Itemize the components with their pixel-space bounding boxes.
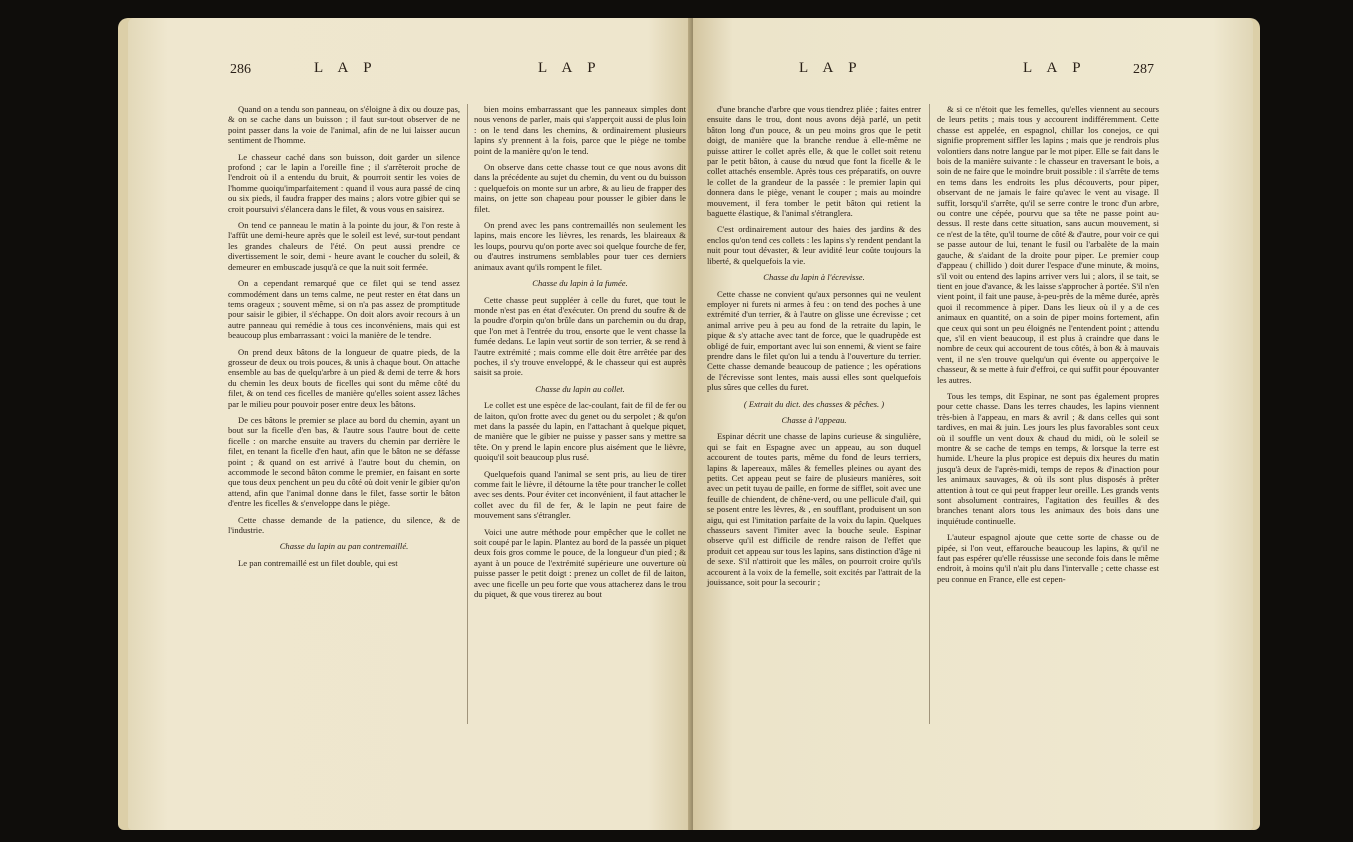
section-heading: Chasse du lapin à la fumée. xyxy=(532,278,628,289)
running-head-left-b: L A P xyxy=(538,60,602,76)
section-heading: Chasse à l'appeau. xyxy=(781,414,847,425)
section-heading: ( Extrait du dict. des chasses & pêches. ) xyxy=(743,398,885,409)
paragraph: On observe dans cette chasse tout ce que nous avons dit dans la précédente au sujet du chemin, du vent ou du buisson : quelquefois on monte sur un arbre, & au lieu de frapper des mains, on jette son chapeau pour pousser le gibier dans le filet. xyxy=(474,162,686,214)
running-head-right-a: L A P xyxy=(799,60,863,76)
page-number-right: 287 xyxy=(1133,62,1154,77)
paragraph: C'est ordinairement autour des haies des jardins & des enclos qu'on tend ces collets : les lapins s'y rendent pendant la nuit pour tout dévaster, & leur avidité leur coûte toujours la liberté, & quelquefois la vie. xyxy=(707,224,921,266)
paragraph: On prend avec les pans contremaillés non seulement les lapins, mais encore les lièvres, les renards, les blaireaux & les loups, pourvu qu'on porte avec soi quelque fourche de fer, ou d'autres instrumens semblables pour tuer ces derniers animaux avant qu'ils rompent le filet. xyxy=(474,220,686,272)
paragraph: Cette chasse demande de la patience, du silence, & de l'industrie. xyxy=(228,514,460,536)
paragraph: Voici une autre méthode pour empêcher que le collet ne soit coupé par le lapin. Plantez au bord de la passée un piquet deux fois gros comme le pouce, de la longueur d'un pied ; & ayant à un pouce de l'extrémité supérieure une ouverture où puisse passer le petit doigt : prenez un collet de fil de laiton, avec une ficelle un peu forte que vous attacherez dans le trou du piquet, & que vous tirerez au bout xyxy=(474,526,686,600)
paragraph: Le chasseur caché dans son buisson, doit garder un silence profond ; car le lapin a l'oreille fine ; il s'arrêteroit proche de l'endroit où il a entendu du bruit, & pourroit sentir les voies de l'homme quoiqu'imparfaitement : quand il vous aura passé de cinq ou six pieds, il faudra frapper des mains ; alors votre gibier qui se croit poursuivi s'élancera dans le filet, & vous vous en saisirez. xyxy=(228,151,460,214)
section-heading: Chasse du lapin au pan contremaillé. xyxy=(279,541,409,552)
left-column-2 xyxy=(474,104,686,605)
right-page xyxy=(693,18,1253,830)
paragraph: Espinar décrit une chasse de lapins curieuse & singulière, qui se fait en Espagne avec un appeau, au son duquel accourent de toutes parts, même du fond de leurs terriers, lapins & lapereaux, mâles & femelles pleines ou ayant des petits. Cet appeau peut se faire de plusieurs manières, soit avec un petit tuyau de paille, en forme de sifflet, soit avec une feuille de chiendent, de chêne-verd, ou une pellicule d'ail, qui se posent entre les lèvres, & , en soufflant, produisent un son aigu, qui est l'imitation parfaite de la voix du lapin. Quelques chasseurs savent l'imiter avec la bouche seule. Espinar observe qu'il est difficile de rendre raison de l'effet que produit cet appeau sur tous les lapins, sans distinction d'âge ni de sexe. S'il n'attiroit que les mâles, on pourroit croire qu'ils accourent à la voix de la femelle, soit excités par l'attrait de la jouissance, soit pour la secourir ; xyxy=(707,431,921,588)
right-column-2 xyxy=(937,104,1159,590)
paragraph: Le collet est une espèce de lac-coulant, fait de fil de fer ou de laiton, qu'on frotte avec du genet ou du serpolet ; & qu'on met dans la passée du lapin, en l'attachant à quelque piquet, de manière que le gibier ne puisse y passer sans y mettre sa tête. On y prend le lapin encore plus aisément que le lièvre, quoiqu'il soit beaucoup plus rusé. xyxy=(474,400,686,463)
paragraph: d'une branche d'arbre que vous tiendrez pliée ; faites entrer ensuite dans le trou, dont nous avons déjà parlé, un petit bâton long d'un pouce, & un peu moins gros que le petit doigt, de manière que la branche rendue à elle-même ne puisse attirer le collet après elle, & que le collet soit retenu par le petit bâton, à cause du nœud que font la ficelle & le collet attachés ensemble. Après tous ces préparatifs, on ouvre le collet de la grandeur de la passée : le premier lapin qui donnera dans le piège, venant le couper ; mais au moindre mouvement, il fera tomber le petit bâton qui retient la baguette élastique, & l'animal s'étranglera. xyxy=(707,104,921,219)
paragraph: bien moins embarrassant que les panneaux simples dont nous venons de parler, mais qui s'apperçoit aussi de plus loin : on le tend dans les chemins, & ordinairement plusieurs lapins s'y prennent à la fois, parce que le piège ne tombe point de la manière qu'on le tend. xyxy=(474,104,686,156)
section-heading: Chasse du lapin à l'écrevisse. xyxy=(763,272,865,283)
paragraph: Cette chasse ne convient qu'aux personnes qui ne veulent employer ni furets ni armes à feu : on tend des poches à une extrémité d'un terrier, & à l'autre on glisse une écrevisse ; cet animal arrive peu à peu au fond de la retraite du lapin, le pique & s'y attache avec tant de force, que le quadrupède est obligé de fuir, emportant avec lui son ennemi, & vient se faire prendre dans le filet qu'on lui a tendu à l'ouverture du terrier. Cette chasse demande beaucoup de patience ; les opérations de l'écrevisse sont lentes, mais aussi elles sont quelquefois plus sûres que celles du furet. xyxy=(707,288,921,393)
paragraph: Quand on a tendu son panneau, on s'éloigne à dix ou douze pas, & on se cache dans un buisson ; il faut sur-tout observer de ne point passer dans la voie de l'animal, afin de ne lui laisser aucun sentiment de l'homme. xyxy=(228,104,460,146)
running-head-right-b: L A P xyxy=(1023,60,1087,76)
paragraph: De ces bâtons le premier se place au bord du chemin, ayant un bout sur la ficelle d'en bas, & l'autre sous l'autre bout de cette ficelle : on marche ensuite au travers du chemin par derrière le filet, en tenant la ficelle d'en haut, afin que le bâton ne se défasse point ; & quand on est arrivé à l'autre bout du chemin, on accommode le second bâton comme le premier, en faisant en sorte que tous deux penchent un peu du côté où doit venir le gibier qu'on attend, afin que l'animal donne dans le filet, fasse sortir le bâton d'entre les ficelles & s'enveloppe dans le piège. xyxy=(228,414,460,509)
section-heading: Chasse du lapin au collet. xyxy=(535,383,625,394)
paragraph: On tend ce panneau le matin à la pointe du jour, & l'on reste à l'affût une demi-heure après que le soleil est levé, sur-tout pendant les grandes chaleurs de l'été. On peut aussi prendre ce divertissement le soir, demi - heure avant le coucher du soleil, & demeurer en embuscade jusqu'à ce que la nuit soit fermée. xyxy=(228,220,460,272)
running-head-left-a: L A P xyxy=(314,60,378,76)
paragraph: Cette chasse peut suppléer à celle du furet, que tout le monde n'est pas en état d'exécuter. On prend du soufre & de la poudre d'orpin qu'on brûle dans un parchemin ou du drap, que l'on met à l'entrée du trou, ensorte que le vent chasse la fumée dedans. Le lapin veut sortir de son terrier, & se rend à l'autre extrémité ; mais comme elle doit être arrêtée par des poches, il s'y trouve enveloppé, & le chasseur qui est auprès saisit sa proie. xyxy=(474,294,686,378)
paragraph: On a cependant remarqué que ce filet qui se tend assez commodément dans un tems calme, ne peut rester en état dans un tems orageux ; souvent même, si on n'a pas assez de promptitude pour saisir le gibier, il s'échappe. On doit alors avoir recours à un autre panneau qui remédie à tous ces inconvéniens, mais qui est beaucoup plus embarrassant : voici la manière de le tendre. xyxy=(228,278,460,341)
left-column-1 xyxy=(228,104,460,574)
paragraph: Quelquefois quand l'animal se sent pris, au lieu de tirer comme fait le lièvre, il détourne la tête pour trancher le collet avec ses dents. Pour éviter cet inconvénient, il faut attacher le collet avec du fil de fer, & le lapin ne peut faire de mouvement sans s'étrangler. xyxy=(474,468,686,521)
column-divider-left xyxy=(467,104,468,724)
page-number-left: 286 xyxy=(230,62,251,77)
column-divider-right xyxy=(929,104,930,724)
paragraph: Tous les temps, dit Espinar, ne sont pas également propres pour cette chasse. Dans les terres chaudes, les lapins viennent très-bien à l'appeau, en mars & avril ; & dans celles qui sont tardives, en mai & juin. Les jours les plus favorables sont ceux où il souffle un vent doux & chaud du midi, où le soleil se montre & se cache de temps en temps, & lorsque la terre est humide. L'heure la plus propice est depuis dix heures du matin jusqu'à deux de l'après-midi, temps de repos & d'inaction pour les animaux sauvages, & où ils sont plus disposés à prêter attention à tout ce qui peut frapper leur oreille. Les grands vents sont absolument contraires, l'agitation des feuilles & des branches tenant alors tous les animaux des bois dans une inquiétude continuelle. xyxy=(937,390,1159,526)
right-column-1 xyxy=(707,104,921,593)
paragraph: Le pan contremaillé est un filet double, qui est xyxy=(238,557,398,568)
left-page xyxy=(128,18,693,830)
paragraph: & si ce n'étoit que les femelles, qu'elles viennent au secours de leurs petits ; mais tous y accourent indifféremment. Cette chasse est appelée, en espagnol, chillar los conejos, ce qui signifie proprement siffler les lapins ; mais que je rendrois plus volontiers dans notre langue par le mot piper. Elle se fait dans le bois de la manière suivante : le chasseur en traversant le bois, a soin de ne faire que le moindre bruit possible : il s'arrête de tems en tems dans les endroits les plus découverts, pour piper, observant de ne jamais le faire qu'avec le vent au visage. Il suffit, lorsqu'il s'arrête, qu'il se serre contre le tronc d'un arbre, ou contre une cépée, pourvu que sa tête ne passe point au-dessus. Il reste dans cette situation, sans aucun mouvement, si ce n'est de la tête, qu'il tourne de côté & d'autre, pour voir ce qui se passe autour de lui, tenant le fusil ou l'arbalète de la main gauche, & s'aidant de la droite pour piper. Le premier coup d'appeau ( chillido ) doit durer l'espace d'une minute, & moins, s'il voit ou entend des lapins arriver vers lui ; alors, il se tait, se tient en joue d'avance, & les laisse s'approcher à portée. S'il n'en vient point, il fait une pause, à-peu-près de la même durée, après quoi il recommence à piper. Dans les lieux où il y a de ces animaux en quantité, on a soin de piper moins fortement, afin que ceux qui sont un peu éloignés ne l'entendent point ; attendu que, s'il en vient beaucoup, il est plus à craindre que dans le nombre de ceux qui accourent de tous côtés, à bon & à mauvais vent, il ne s'en trouve quelqu'un qui évente ou apperçoive le chasseur, & se mette à fuir d'effroi, ce qui suffit pour épouvanter les autres. xyxy=(937,104,1159,385)
paragraph: On prend deux bâtons de la longueur de quatre pieds, de la grosseur de deux ou trois pouces, & unis à chaque bout. On attache ensemble au bas de quelqu'arbre à un pied & demi de terre & hors du chemin les deux bouts de ficelles qui sont du même côté du filet, & on tend ces ficelles de manière qu'elles soient assez lâches par le milieu pour pouvoir poser entre deux les bâtons. xyxy=(228,346,460,409)
paragraph: L'auteur espagnol ajoute que cette sorte de chasse ou de pipée, si l'on veut, effarouche beaucoup les lapins, & qu'il ne faut pas espérer qu'elle réussisse une seconde fois dans le même endroit, à moins qu'il n'ait plu dans l'intervalle ; cette chasse est peu connue en France, elle est cepen- xyxy=(937,532,1159,584)
